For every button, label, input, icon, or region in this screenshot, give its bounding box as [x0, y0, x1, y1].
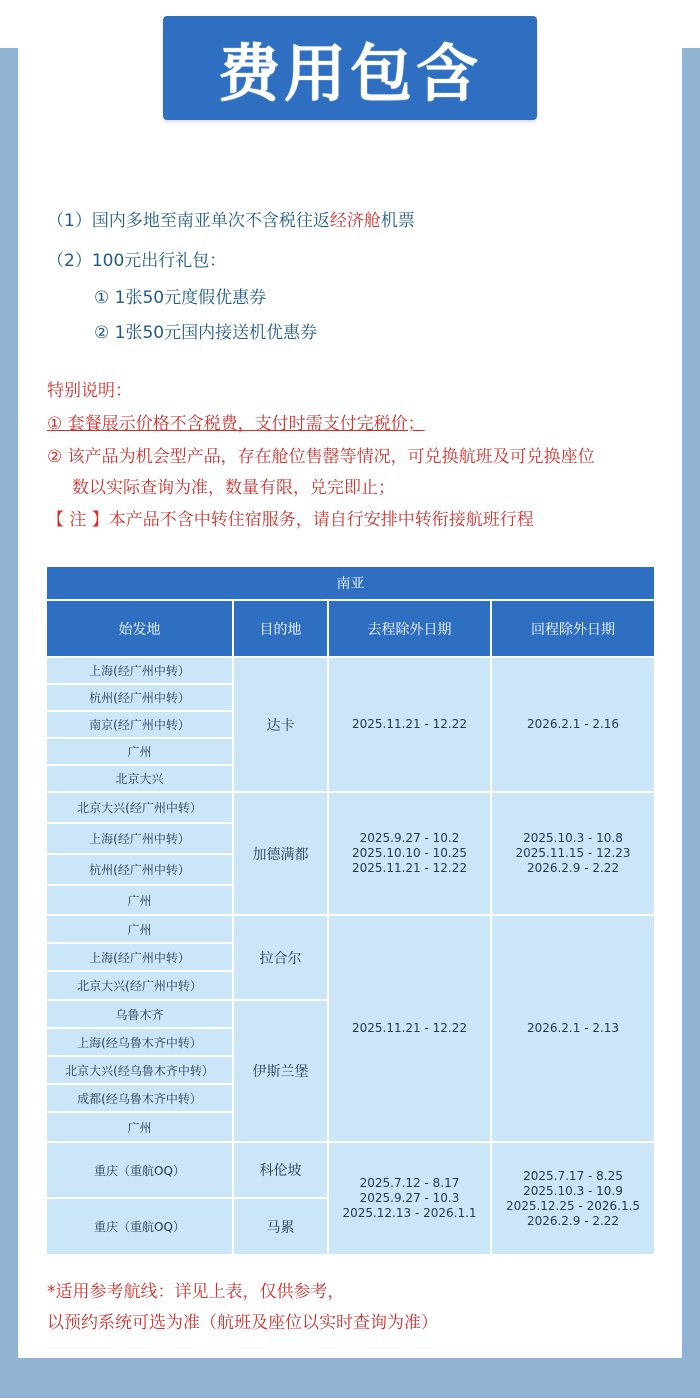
- note-2-line-2: 数以实际查询为准，数量有限，兑完即止；: [72, 478, 395, 498]
- footer-note-line-1: *适用参考航线：详见上表，仅供参考，: [47, 1282, 345, 1302]
- note-1: ① 套餐展示价格不含税费，支付时需支付完税价；: [47, 414, 425, 434]
- origin-cell: 杭州(经广州中转）: [46, 684, 233, 711]
- date-range: 2025.11.21 - 12.22: [351, 1021, 468, 1035]
- origin-cell: 重庆（重航OQ）: [46, 1142, 233, 1198]
- outbound-dates-cell: [328, 657, 491, 792]
- header-origin: 始发地: [46, 600, 233, 657]
- date-range: 2025.10.10 - 10.25: [351, 846, 468, 860]
- origin-cell: 北京大兴(经广州中转）: [46, 971, 233, 1000]
- origin-cell: 北京大兴: [46, 765, 233, 792]
- destination-cell: 马累: [233, 1198, 328, 1255]
- destination-cell: 拉合尔: [233, 915, 328, 1000]
- region-header: 南亚: [46, 566, 655, 600]
- return-dates-cell: [491, 792, 655, 915]
- page-title: 费用包含: [217, 36, 482, 110]
- origin-cell: 乌鲁木齐: [46, 1000, 233, 1028]
- destination-cell: 达卡: [233, 657, 328, 792]
- date-range: 2025.10.3 - 10.8: [523, 831, 623, 845]
- date-range: 2025.11.21 - 12.22: [351, 861, 468, 875]
- origin-cell: 杭州(经广州中转）: [46, 854, 233, 885]
- origin-cell: 北京大兴(经乌鲁木齐中转）: [46, 1056, 233, 1084]
- date-range: 2025.9.27 - 10.2: [359, 831, 460, 845]
- origin-cell: 广州: [46, 738, 233, 765]
- include-item-1-highlight: 经济舱: [329, 211, 381, 231]
- title-banner: [163, 16, 537, 120]
- destination-cell: 加德满都: [233, 792, 328, 915]
- header-destination: 目的地: [233, 600, 328, 657]
- date-range: 2026.2.1 - 2.13: [526, 1021, 620, 1035]
- origin-cell: 广州: [46, 915, 233, 943]
- origin-cell: 上海(经乌鲁木齐中转）: [46, 1028, 233, 1056]
- footer-note-line-2: 以预约系统可选为准（航班及座位以实时查询为准）: [47, 1313, 438, 1333]
- origin-cell: 上海(经广州中转）: [46, 943, 233, 971]
- include-item-1-text: （1）国内多地至南亚单次不含税往返: [47, 211, 330, 231]
- notes-heading: 特别说明：: [47, 381, 132, 401]
- destination-cell: 科伦坡: [233, 1142, 328, 1198]
- include-sub-1: ① 1张50元度假优惠券: [94, 288, 267, 308]
- header-outbound-excluded: 去程除外日期: [328, 600, 491, 657]
- origin-cell: 南京(经广州中转）: [46, 711, 233, 738]
- outbound-dates-cell: [328, 915, 491, 1142]
- origin-cell: 广州: [46, 885, 233, 915]
- date-range: 2026.2.9 - 2.22: [526, 1213, 620, 1228]
- date-range: 2026.2.9 - 2.22: [526, 861, 620, 875]
- outbound-dates-cell: [328, 1142, 491, 1255]
- header-return-excluded: 回程除外日期: [491, 600, 655, 657]
- origin-cell: 成都(经乌鲁木齐中转）: [46, 1084, 233, 1112]
- date-range: 2025.12.13 - 2026.1.1: [342, 1206, 477, 1220]
- date-range: 2025.7.12 - 8.17: [359, 1176, 460, 1190]
- return-dates-cell: [491, 1142, 655, 1255]
- origin-cell: 上海(经广州中转）: [46, 823, 233, 854]
- date-range: 2026.2.1 - 2.16: [526, 717, 620, 731]
- date-range: 2025.11.15 - 12.23: [515, 846, 631, 860]
- origin-cell: 广州: [46, 1112, 233, 1142]
- origin-cell: 重庆（重航OQ）: [46, 1198, 233, 1255]
- destination-cell: 伊斯兰堡: [233, 1000, 328, 1142]
- origin-cell: 北京大兴(经广州中转）: [46, 792, 233, 823]
- date-range: 2025.10.3 - 10.9: [523, 1183, 623, 1198]
- origin-cell: 上海(经广州中转）: [46, 657, 233, 684]
- include-item-1-suffix: 机票: [380, 211, 415, 231]
- include-item-2: （2）100元出行礼包：: [47, 251, 227, 271]
- route-table: [45, 565, 656, 1256]
- return-dates-cell: [491, 915, 655, 1142]
- date-range: 2025.9.27 - 10.3: [359, 1191, 460, 1205]
- include-item-1: [47, 206, 415, 231]
- date-range: 2025.7.17 - 8.25: [523, 1168, 623, 1183]
- note-3: 【 注 】本产品不含中转住宿服务，请自行安排中转衔接航班行程: [47, 510, 534, 530]
- return-dates-cell: [491, 657, 655, 792]
- date-range: 2025.11.21 - 12.22: [351, 717, 468, 731]
- date-range: 2025.12.25 - 2026.1.5: [505, 1198, 641, 1213]
- note-2-line-1: ② 该产品为机会型产品，存在舱位售罄等情况，可兑换航班及可兑换座位: [47, 447, 595, 467]
- include-sub-2: ② 1张50元国内接送机优惠券: [94, 323, 318, 343]
- outbound-dates-cell: [328, 792, 491, 915]
